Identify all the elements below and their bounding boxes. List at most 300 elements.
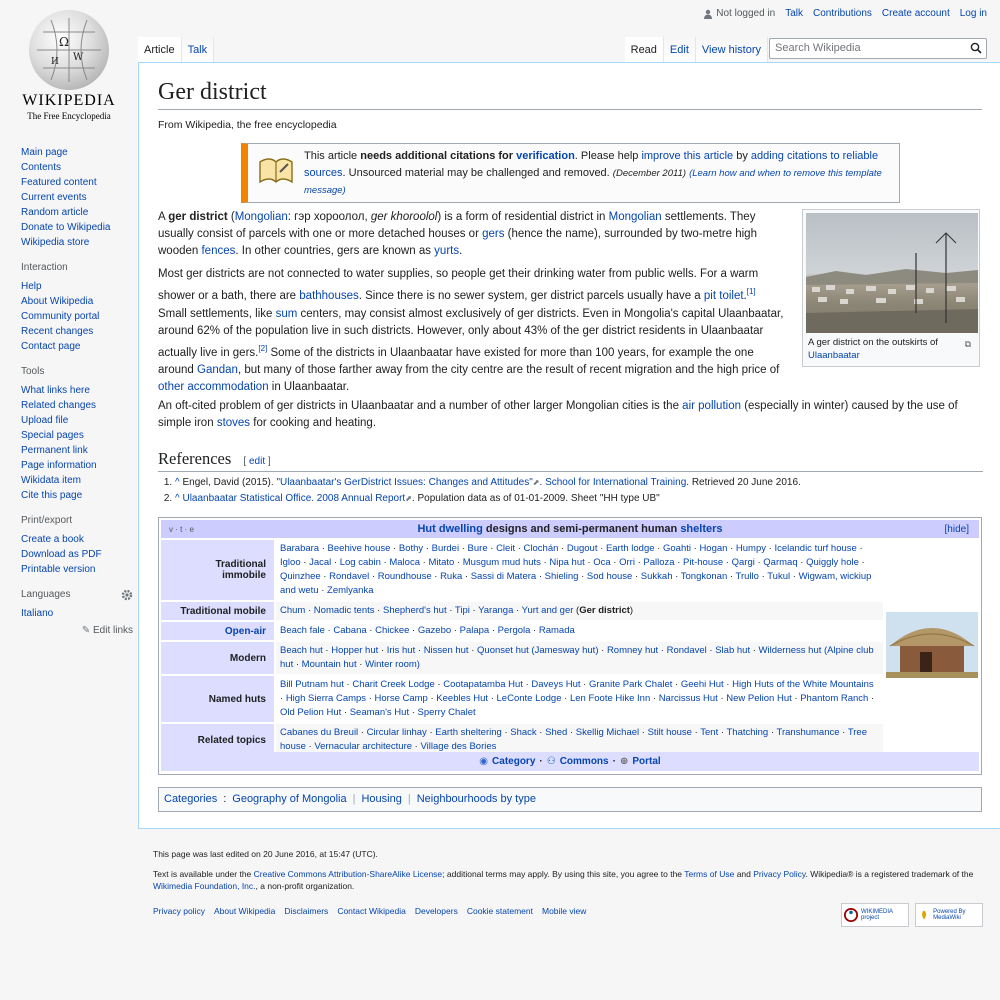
sidebar-tools-permanent-link[interactable]: Permanent link: [21, 445, 88, 456]
ref-1-backlink[interactable]: ^: [175, 477, 180, 488]
navbox-item[interactable]: Beach hut: [280, 645, 323, 656]
ref-1-title-link[interactable]: "Ulaanbaatar's GerDistrict Issues: Changes and Attitudes": [276, 477, 533, 488]
sidebar-tools-what-links-here[interactable]: What links here: [21, 385, 90, 396]
navbox-item[interactable]: Mitato: [428, 557, 455, 568]
sidebar-interaction-help[interactable]: Help: [21, 281, 42, 292]
sidebar-main-item: [21, 220, 133, 235]
footer-developers-link[interactable]: Developers: [414, 906, 458, 916]
navbox-item[interactable]: Rondavel: [666, 645, 707, 656]
sidebar-print-item: [21, 532, 133, 547]
navbox-dot: ·: [723, 557, 732, 568]
sidebar-interaction-item: [21, 279, 133, 294]
navbox-item[interactable]: Burdei: [431, 543, 460, 554]
navbox-dot: ·: [459, 543, 468, 554]
navbox-dot: ·: [658, 645, 667, 656]
navbox-portal-link[interactable]: Portal: [632, 756, 661, 767]
navbox-item[interactable]: Narcissus Hut: [658, 693, 718, 704]
namespace-tabs: [138, 37, 214, 63]
navbox-item[interactable]: Qargi: [731, 557, 755, 568]
adding-citations-link[interactable]: adding citations to reliable sources: [304, 150, 879, 179]
navbox-item[interactable]: Rondavel: [329, 571, 370, 582]
sidebar-main-contents[interactable]: Contents: [21, 162, 62, 173]
navbox-group-named-huts: Named huts: [161, 676, 274, 722]
log-in-link[interactable]: Log in: [959, 8, 987, 19]
navbox-item[interactable]: Musgum mud huts: [462, 557, 541, 568]
navbox-item[interactable]: Gazebo: [417, 625, 452, 636]
navbox-item[interactable]: Igloo: [280, 557, 301, 568]
navbox-dot: ·: [366, 625, 376, 636]
sidebar-interaction-about-wikipedia[interactable]: About Wikipedia: [21, 296, 94, 307]
navbox-item[interactable]: Hopper hut: [331, 645, 379, 656]
navbox-item[interactable]: Village des Bories: [420, 741, 497, 752]
navbox-item[interactable]: Tree house: [280, 727, 867, 752]
navbox-group-modern: Modern: [161, 642, 274, 674]
mediawiki-badge[interactable]: [915, 903, 983, 927]
ref-1-author: Engel, David (2015).: [182, 477, 277, 488]
navbox-dot: ·: [674, 557, 684, 568]
navbox-dot: ·: [790, 571, 799, 582]
category-geography-link[interactable]: Geography of Mongolia: [232, 793, 347, 805]
navbox-dot: ·: [580, 679, 589, 690]
navbox-item[interactable]: Slab hut: [715, 645, 751, 656]
navbox-dot: ·: [558, 543, 567, 554]
navbox-item[interactable]: Cabana: [333, 625, 367, 636]
navbox-shelters-link[interactable]: shelters: [680, 523, 723, 535]
sidebar-print-printable-version[interactable]: Printable version: [21, 564, 96, 575]
navbox-item[interactable]: Bill Putnam hut: [280, 679, 344, 690]
navbox-item[interactable]: Quonset hut (Jamesway hut): [477, 645, 599, 656]
notice-date: (December 2011): [612, 168, 687, 179]
navbox-item[interactable]: Shieling: [544, 571, 579, 582]
sidebar-main-item: [21, 160, 133, 175]
navbox-item[interactable]: LeConte Lodge: [496, 693, 562, 704]
pit-toilet-link[interactable]: pit toilet: [703, 289, 744, 302]
ger-district-image[interactable]: [806, 213, 978, 333]
navbox-item[interactable]: Earth sheltering: [435, 727, 502, 738]
mediawiki-badge-text: Powered By MediaWiki: [933, 909, 966, 921]
navbox-dot: ·: [536, 727, 546, 738]
learn-how-link[interactable]: (Learn how and when to remove this template message): [304, 168, 882, 196]
commons-icon: ⚇: [546, 756, 556, 767]
sidebar-language-italiano[interactable]: Italiano: [21, 608, 54, 619]
navbox-item[interactable]: Bothy: [398, 543, 424, 554]
wikipedia-logo[interactable]: [14, 10, 124, 121]
navbox-dot: ·: [280, 693, 286, 704]
tools-list: [21, 383, 133, 503]
sidebar-tools-page-information[interactable]: Page information: [21, 460, 97, 471]
notice-t8: . Unsourced material may be challenged and removed.: [342, 167, 610, 179]
p1-g: ) is a form of residential district in: [437, 211, 609, 223]
logo-tagline: The Free Encyclopedia: [27, 111, 111, 121]
sidebar-tools-item: [21, 488, 133, 503]
navbox-dot: ·: [341, 707, 350, 718]
navbox-item[interactable]: Shack: [510, 727, 537, 738]
navbox-item[interactable]: Wigwam, wickiup and wetu: [280, 571, 872, 596]
navbox-dot: ·: [610, 557, 620, 568]
sidebar-print-item: [21, 547, 133, 562]
navbox-item[interactable]: Nissen hut: [423, 645, 469, 656]
navbox-item[interactable]: Horse Camp: [374, 693, 428, 704]
sidebar-tools-item: [21, 413, 133, 428]
sidebar-main-item: [21, 190, 133, 205]
svg-text:Ω: Ω: [59, 35, 69, 49]
navbox-dot: ·: [369, 571, 378, 582]
hut-image[interactable]: [886, 612, 978, 678]
navbox-dot: ·: [390, 543, 399, 554]
navbox-item[interactable]: Pergola: [497, 625, 531, 636]
navbox-dot: ·: [415, 645, 424, 656]
navbox-dot: ·: [446, 605, 455, 616]
footer-about-wikipedia-link[interactable]: About Wikipedia: [213, 906, 276, 916]
edit-links[interactable]: [21, 623, 133, 638]
nav-main-list: [21, 145, 133, 250]
sidebar-interaction-item: [21, 339, 133, 354]
navbox-item[interactable]: Stilt house: [647, 727, 692, 738]
navbox-category-link[interactable]: Category: [492, 756, 536, 767]
sidebar-main-donate-to-wikipedia[interactable]: Donate to Wikipedia: [21, 222, 111, 233]
sidebar-main-item: [21, 145, 133, 160]
footer-contact-wikipedia-link[interactable]: Contact Wikipedia: [337, 906, 406, 916]
footer-privacy-policy-link[interactable]: Privacy policy: [153, 906, 205, 916]
sidebar-print-download-as-pdf[interactable]: Download as PDF: [21, 549, 102, 560]
privacy-policy-link[interactable]: Privacy Policy: [753, 869, 806, 879]
navbox-item[interactable]: Geehi Hut: [680, 679, 724, 690]
navbox-item[interactable]: Tent: [700, 727, 719, 738]
page-tagline: From Wikipedia, the free encyclopedia: [158, 119, 337, 131]
other-accommodation-link[interactable]: other accommodation: [158, 380, 269, 393]
license-text: [153, 868, 993, 892]
sidebar-tools-related-changes[interactable]: Related changes: [21, 400, 97, 411]
mediawiki-icon: [918, 907, 930, 923]
navbox-item[interactable]: Vernacular architecture: [314, 741, 413, 752]
license-a: Text is available under the: [153, 869, 254, 879]
fences-link[interactable]: fences: [201, 245, 236, 257]
navbox-item[interactable]: Maloca: [389, 557, 420, 568]
navbox-item[interactable]: Winter room): [365, 659, 420, 670]
navbox-item[interactable]: Ramada: [538, 625, 575, 636]
navbox-item[interactable]: Pit-house: [683, 557, 724, 568]
navbox-dot: ·: [758, 571, 768, 582]
navbox-vte[interactable]: v · t · e: [169, 524, 194, 534]
navbox-item[interactable]: Mountain hut: [301, 659, 357, 670]
navbox-sep-2: ·: [612, 756, 616, 767]
navbox-item[interactable]: Beach fale: [280, 625, 325, 636]
navbox-dot: ·: [412, 741, 421, 752]
navbox-row: [161, 676, 883, 722]
navbox-item[interactable]: Seaman's Hut: [349, 707, 410, 718]
ref-2-text: . Population data as of 01-01-2009. Sheet "HH type UB": [411, 493, 660, 504]
navbox-item[interactable]: Nomadic tents: [313, 605, 375, 616]
navbox-item[interactable]: Skellig Michael: [575, 727, 640, 738]
navbox-item[interactable]: Log cabin: [339, 557, 381, 568]
sidebar-interaction-item: [21, 309, 133, 324]
wikimedia-badge-text: WIKIMEDIA project: [861, 909, 893, 921]
navbox-item[interactable]: Goahti: [662, 543, 691, 554]
navbox-dot: ·: [706, 645, 716, 656]
user-talk-link[interactable]: Talk: [785, 8, 803, 19]
references-heading: [158, 449, 983, 472]
notice-t4: . Please help: [574, 150, 642, 162]
bathhouses-link[interactable]: bathhouses: [299, 289, 359, 302]
sidebar-main-main-page[interactable]: Main page: [21, 147, 68, 158]
navbox-item[interactable]: Nipa hut: [549, 557, 585, 568]
navbox-dot: ·: [324, 625, 334, 636]
last-edited: This page was last edited on 20 June 2016, at 15:47 (UTC).: [153, 849, 378, 859]
tab-talk[interactable]: Talk: [182, 37, 215, 63]
navbox-current-page: (Ger district): [573, 605, 634, 616]
navbox-item[interactable]: Iris hut: [386, 645, 416, 656]
gear-icon[interactable]: [121, 589, 133, 601]
navbox-dot: ·: [598, 645, 607, 656]
puzzle-globe-icon: [29, 10, 109, 90]
p1-k: (hence the name), surrounded by two-metre high wooden: [158, 228, 757, 257]
navbox-item[interactable]: Tipi: [454, 605, 470, 616]
navbox-item[interactable]: Circular linhay: [366, 727, 427, 738]
navbox-group-related-topics: Related topics: [161, 724, 274, 756]
navbox-dot: ·: [319, 543, 328, 554]
navbox-item[interactable]: Humpy: [735, 543, 766, 554]
navbox-item[interactable]: Bure: [467, 543, 488, 554]
air-pollution-link[interactable]: air pollution: [682, 400, 741, 412]
terms-of-use-link[interactable]: Terms of Use: [684, 869, 735, 879]
edit-links-link[interactable]: Edit links: [92, 625, 133, 636]
search-icon[interactable]: [970, 42, 982, 54]
svg-text:W: W: [73, 52, 84, 63]
navbox-item[interactable]: Palapa: [459, 625, 490, 636]
mongolian-link[interactable]: Mongolian: [608, 211, 662, 223]
create-account-link[interactable]: Create account: [881, 8, 950, 19]
navbox-item[interactable]: New Pelion Hut: [726, 693, 792, 704]
navbox-item[interactable]: Keebles Hut: [436, 693, 489, 704]
sidebar-interaction-community-portal[interactable]: Community portal: [21, 311, 100, 322]
tab-view-history[interactable]: View history: [696, 37, 768, 63]
navbox-item[interactable]: Shed: [545, 727, 568, 738]
navbox-item[interactable]: Sukkah: [640, 571, 673, 582]
enlarge-icon[interactable]: ⧉: [964, 339, 971, 349]
yurts-link[interactable]: yurts: [434, 245, 460, 257]
search-input[interactable]: [769, 38, 987, 59]
navbox-item[interactable]: Tukul: [767, 571, 791, 582]
navbox-dot: ·: [567, 727, 576, 738]
navbox-dot: ·: [540, 557, 550, 568]
tab-article[interactable]: Article: [138, 37, 182, 63]
license-g: . Wikipedia® is a registered trademark of the: [805, 869, 974, 879]
book-icon: [258, 156, 294, 186]
navbox-item[interactable]: Barabara: [280, 543, 320, 554]
ref-1-link[interactable]: [1]: [746, 287, 756, 296]
footer-mobile-view-link[interactable]: Mobile view: [541, 906, 587, 916]
sidebar-tools-cite-this-page[interactable]: Cite this page: [21, 490, 83, 501]
tab-edit[interactable]: Edit: [664, 37, 696, 63]
navbox-item[interactable]: Orri: [619, 557, 635, 568]
sidebar-interaction-recent-changes[interactable]: Recent changes: [21, 326, 94, 337]
sidebar-interaction-contact-page[interactable]: Contact page: [21, 341, 81, 352]
navbox-dot: ·: [754, 557, 764, 568]
p3-c: centers, may consist almost exclusively of ger districts. Even in Mongolia's capital Ulaanbaatar, around 62% of the population live in such districts. However, only about 43% of the ger district residents in Ulaanbaatar actually live in gers.: [158, 308, 784, 359]
navbox-item[interactable]: Yurt and ger: [521, 605, 574, 616]
ref-2-link[interactable]: [2]: [258, 344, 268, 353]
navbox-below: [161, 752, 979, 771]
notice-t2: needs additional citations for: [360, 150, 517, 162]
p3-f: , but many of those farther away from the city centre are the result of recent migration and the high price of: [237, 363, 780, 376]
navbox-dot: ·: [750, 645, 759, 656]
navbox-item[interactable]: Tongkonan: [680, 571, 728, 582]
stoves-link[interactable]: stoves: [216, 417, 251, 429]
navbox-item[interactable]: Yaranga: [478, 605, 514, 616]
ref-1-publisher-link[interactable]: School for International Training: [545, 477, 687, 488]
sidebar-tools-special-pages[interactable]: Special pages: [21, 430, 84, 441]
paragraph-1: [158, 209, 788, 260]
navbox-item[interactable]: Cootapatamba Hut: [443, 679, 523, 690]
sidebar-interaction-item: [21, 324, 133, 339]
sidebar-interaction-item: [21, 294, 133, 309]
search-placeholder: Search Wikipedia: [775, 42, 861, 54]
navbox-item[interactable]: Ruka: [440, 571, 463, 582]
navbox-item[interactable]: Qarmaq: [763, 557, 798, 568]
references-edit-link[interactable]: edit: [248, 456, 266, 467]
sidebar-main-random-article[interactable]: Random article: [21, 207, 89, 218]
navbox-list: [276, 622, 883, 640]
sum-link[interactable]: sum: [275, 308, 298, 320]
navbox-list: [276, 642, 883, 674]
navbox-item[interactable]: Jacal: [309, 557, 332, 568]
navbox-item[interactable]: High Huts of the White Mountains: [732, 679, 874, 690]
navbox-dot: ·: [723, 679, 733, 690]
personal-tools: [703, 8, 987, 19]
paragraph-3: [158, 306, 788, 396]
navbox-dot: ·: [409, 707, 418, 718]
navbox-item[interactable]: Quiggly hole: [806, 557, 859, 568]
navbox-dwelling-link[interactable]: dwelling: [438, 523, 483, 535]
navbox-row: [161, 602, 883, 620]
ref-2-backlink[interactable]: ^: [175, 493, 180, 504]
nav-tools: [21, 364, 133, 503]
sidebar-main-item: [21, 235, 133, 250]
nav-languages: [21, 587, 133, 638]
navbox-group-open-air[interactable]: Open-air: [161, 622, 274, 640]
navbox-item[interactable]: Sassi di Matera: [470, 571, 537, 582]
navbox-item[interactable]: Phantom Ranch: [800, 693, 869, 704]
pencil-icon: ✎: [81, 625, 91, 636]
navbox-dot: ·: [513, 605, 522, 616]
gers-link[interactable]: gers: [482, 228, 505, 240]
categories-label: Categories: [164, 793, 218, 805]
navbox-item[interactable]: Cleit: [496, 543, 516, 554]
navbox-item[interactable]: Zemlyanka: [327, 585, 374, 596]
navbox-item[interactable]: Earth lodge: [605, 543, 655, 554]
ref-1-sep: .: [539, 477, 546, 488]
navbox-item[interactable]: Icelandic turf house: [774, 543, 857, 554]
sidebar-main-featured-content[interactable]: Featured content: [21, 177, 97, 188]
navbox-item[interactable]: Sod house: [586, 571, 633, 582]
navbox-item[interactable]: Dugout: [566, 543, 598, 554]
navbox-item[interactable]: Chickee: [375, 625, 410, 636]
sidebar-main-current-events[interactable]: Current events: [21, 192, 87, 203]
navbox-item[interactable]: Old Pelion Hut: [280, 707, 342, 718]
not-logged-in-text: Not logged in: [716, 8, 776, 19]
navbox-item[interactable]: Chum: [280, 605, 306, 616]
portal-icon: ⊕: [619, 756, 629, 767]
footer-disclaimers-link[interactable]: Disclaimers: [284, 906, 329, 916]
navbox-item[interactable]: High Sierra Camps: [285, 693, 367, 704]
navbox-dot: ·: [768, 727, 777, 738]
navbox-item[interactable]: Len Foote Hike Inn: [569, 693, 651, 704]
navbox-list: [276, 602, 883, 620]
footer-cookie-statement-link[interactable]: Cookie statement: [466, 906, 533, 916]
wikimedia-badge[interactable]: [841, 903, 909, 927]
navbox-item[interactable]: Granite Park Chalet: [588, 679, 673, 690]
navbox-dot: ·: [374, 605, 383, 616]
tab-read[interactable]: Read: [625, 37, 664, 63]
languages-list: [21, 606, 133, 621]
sidebar-print-create-a-book[interactable]: Create a book: [21, 534, 84, 545]
navbox-item[interactable]: Beehive house: [327, 543, 391, 554]
navbox-item[interactable]: Roundhouse: [377, 571, 432, 582]
navbox-hut-link[interactable]: Hut: [417, 523, 436, 535]
navbox-hide-button[interactable]: [hide]: [944, 523, 969, 535]
category-links: [158, 787, 982, 812]
navbox-item[interactable]: Transhumance: [776, 727, 840, 738]
navbox-commons-link[interactable]: Commons: [559, 756, 609, 767]
ref-2-link[interactable]: Ulaanbaatar Statistical Office. 2008 Annual Report: [182, 493, 406, 504]
sidebar-main-wikipedia-store[interactable]: Wikipedia store: [21, 237, 90, 248]
p1-o: .: [459, 245, 463, 257]
figure-caption-link[interactable]: Ulaanbaatar: [808, 350, 860, 361]
navbox-dot: ·: [488, 693, 497, 704]
navbox-item[interactable]: Charit Creek Lodge: [352, 679, 435, 690]
notice-verification-link[interactable]: verification: [516, 150, 575, 162]
wikimedia-foundation-link[interactable]: Wikimedia Foundation, Inc.: [153, 881, 256, 891]
improve-article-link[interactable]: improve this article: [641, 150, 734, 162]
print-list: [21, 532, 133, 577]
navbox-item[interactable]: Palloza: [643, 557, 675, 568]
navbox-item[interactable]: Oca: [593, 557, 611, 568]
navbox-item[interactable]: Sperry Chalet: [417, 707, 476, 718]
sidebar-tools-upload-file[interactable]: Upload file: [21, 415, 69, 426]
navbox-item[interactable]: Clochán: [523, 543, 559, 554]
navbox-item[interactable]: Cabanes du Breuil: [280, 727, 359, 738]
navbox-dot: ·: [454, 557, 463, 568]
p3-a: Small settlements, like: [158, 308, 276, 320]
contributions-link[interactable]: Contributions: [813, 8, 872, 19]
navbox-item[interactable]: Hogan: [699, 543, 728, 554]
sidebar-tools-item: [21, 383, 133, 398]
cc-license-link[interactable]: Creative Commons Attribution-ShareAlike License: [253, 869, 443, 879]
mongolian-language-link[interactable]: Mongolian: [234, 211, 288, 223]
navbox-item[interactable]: Romney hut: [606, 645, 659, 656]
categories-label-link[interactable]: [164, 793, 217, 806]
navbox-list: [276, 676, 883, 722]
wikimedia-icon: [844, 907, 858, 923]
p4-e: for cooking and heating.: [250, 417, 377, 429]
gandan-link[interactable]: Gandan: [197, 363, 238, 376]
navbox-item[interactable]: Quinzhee: [280, 571, 321, 582]
navbox-item[interactable]: Shepherd's hut: [382, 605, 447, 616]
navbox-list: [276, 540, 883, 600]
logo-wordmark: WIKIPEDIA: [22, 92, 116, 109]
sidebar: [21, 145, 133, 648]
navbox-dot: ·: [597, 543, 606, 554]
sidebar-tools-wikidata-item[interactable]: Wikidata item: [21, 475, 82, 486]
category-housing-link[interactable]: Housing: [361, 793, 402, 805]
p3-h: in Ulaanbaatar.: [268, 380, 350, 393]
p1-e: : гэр хороолол,: [287, 211, 371, 223]
navbox-item[interactable]: Daveys Hut: [531, 679, 581, 690]
navbox-item[interactable]: Wilderness hut (Alpine club hut: [280, 645, 874, 670]
navbox-item[interactable]: Thatching: [726, 727, 769, 738]
category-neighbourhoods-link[interactable]: Neighbourhoods by type: [416, 793, 536, 805]
navbox-item[interactable]: Trullo: [735, 571, 759, 582]
